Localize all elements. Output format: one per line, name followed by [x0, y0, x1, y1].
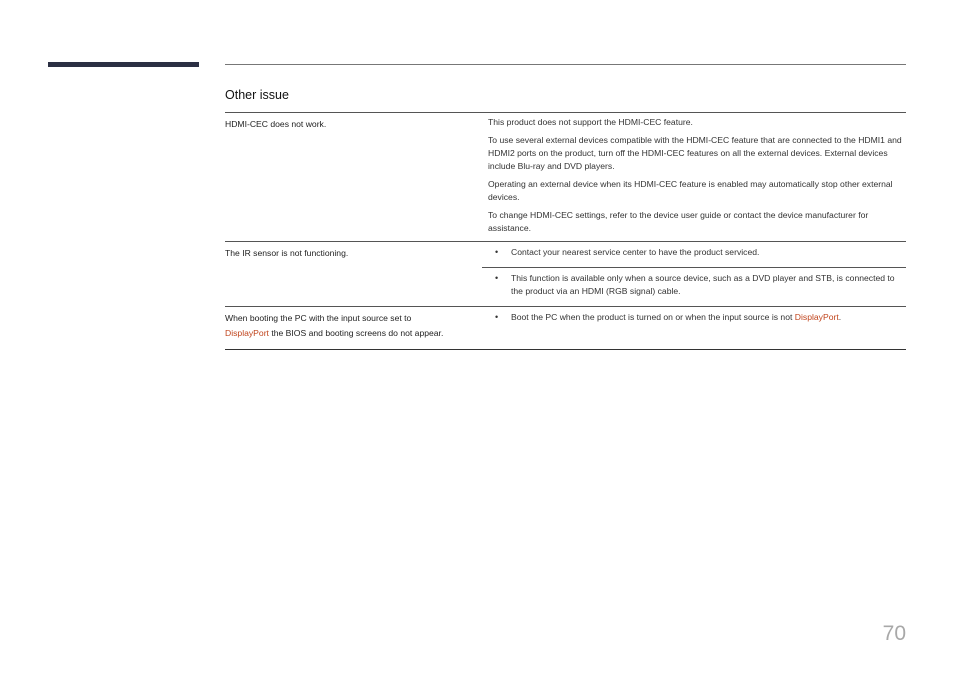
solution-paragraph: To use several external devices compatible with the HDMI-CEC feature that are connected to the HDMI1 and HDMI2 ports on the product, turn off the HDMI-CEC features on all the external devices. External devices include Blu-ray and DVD players.: [488, 135, 902, 171]
bullet-icon: •: [495, 312, 499, 322]
bullet-text: Boot the PC when the product is turned on or when the input source is not: [511, 312, 795, 322]
page-number: 70: [882, 622, 906, 645]
problem-text: When booting the PC with the input source set to: [225, 313, 412, 323]
bullet-item: [482, 268, 906, 306]
section-title: Other issue: [225, 88, 289, 102]
table-row: [225, 113, 906, 242]
table-row: [225, 242, 906, 307]
solution-paragraph: Operating an external device when its HDMI-CEC feature is enabled may automatically stop other external devices.: [488, 179, 893, 202]
problem-cell: [225, 307, 482, 349]
problem-text: the BIOS and booting screens do not appear.: [268, 328, 444, 338]
solution-paragraph: This product does not support the HDMI-CEC feature.: [488, 117, 693, 127]
solution-cell: [482, 242, 906, 306]
bullet-text: Contact your nearest service center to have the product serviced.: [511, 247, 760, 257]
solution-cell: [482, 113, 906, 241]
bullet-text: This function is available only when a source device, such as a DVD player and STB, is connected to the product via an HDMI (RGB signal) cable.: [511, 273, 895, 296]
solution-cell: [482, 307, 906, 349]
bullet-item: [482, 307, 906, 338]
table-row: [225, 307, 906, 350]
problem-cell: HDMI-CEC does not work.: [225, 119, 327, 129]
bullet-item: [482, 242, 906, 268]
chapter-marker-bar: [48, 62, 199, 67]
problem-cell: The IR sensor is not functioning.: [225, 248, 349, 258]
top-rule: [225, 64, 906, 65]
bullet-icon: •: [495, 273, 499, 283]
bullet-text: .: [838, 312, 842, 322]
displayport-link[interactable]: DisplayPort: [794, 312, 839, 322]
solution-paragraph: To change HDMI-CEC settings, refer to the device user guide or contact the device manufacturer for assistance.: [488, 210, 869, 233]
troubleshooting-table: [225, 112, 906, 350]
bullet-icon: •: [495, 247, 499, 257]
displayport-link[interactable]: DisplayPort: [225, 328, 269, 338]
